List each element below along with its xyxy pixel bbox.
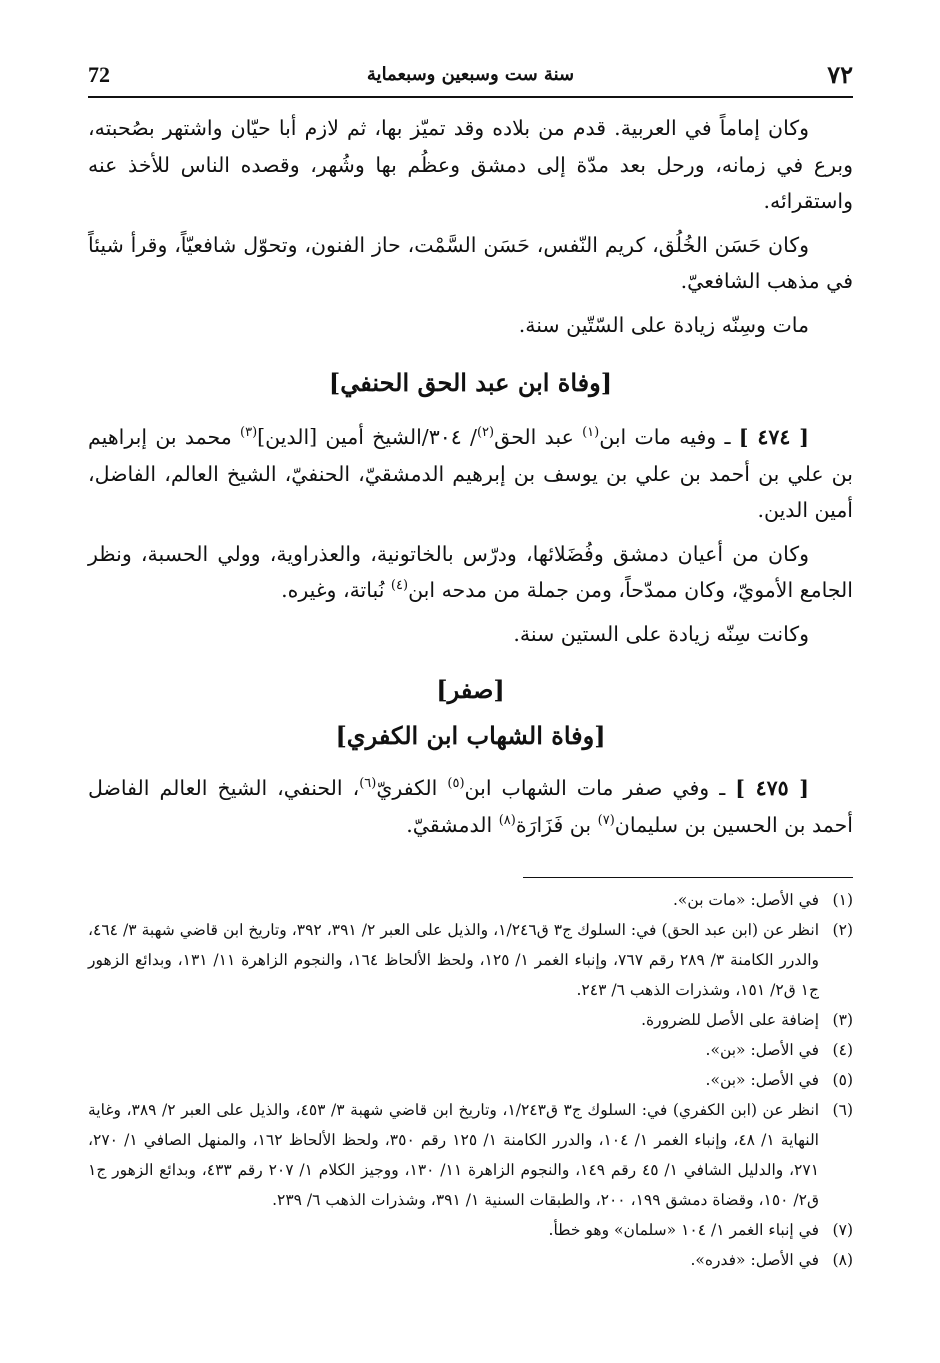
- footnote-text: في إنباء الغمر ١/ ١٠٤ «سلمان» وهو خطأ.: [548, 1221, 819, 1239]
- section-heading-ibn-al-kafri: [وفاة الشهاب ابن الكفري]: [335, 721, 606, 750]
- main-text: [88, 110, 853, 850]
- entry-text: عبد الحق: [494, 425, 583, 449]
- footnote-text: في الأصل: «مات بن».: [672, 891, 819, 909]
- footnote-ref: (٧): [597, 812, 615, 828]
- footnote-number: (٢): [832, 921, 853, 939]
- footnote-ref: (٣): [240, 425, 258, 441]
- section-heading-ibn-abd-al-haqq: [وفاة ابن عبد الحق الحنفي]: [328, 368, 613, 397]
- footnote-ref: (٨): [498, 812, 516, 828]
- page-header: [88, 56, 853, 98]
- entry-text: الدمشقيّ.: [406, 812, 499, 837]
- footnote-number: (٣): [832, 1011, 853, 1029]
- entry-text: / ٣٠٤/الشيخ أمين [الدين]: [257, 425, 477, 449]
- footnote-number: (٧): [832, 1221, 853, 1239]
- footnote-number: (١): [832, 891, 853, 909]
- paragraph-3: مات وسِنّه زيادة على السّتّين سنة.: [518, 312, 809, 337]
- footnote-ref: (٥): [447, 776, 465, 792]
- entry-text: محمد بن إبراهيم بن علي بن أحمد بن علي بن يوسف بن إبرهيم الدمشقيّ، الحنفيّ، الشيخ العالم، الفاضل، أمين الدين.: [88, 425, 853, 522]
- footnote-text: انظر عن (ابن الكفري) في: السلوك ج٣ ق١/٢٤٣، وتاريخ ابن قاضي شهبة ٣/ ٤٥٣، والذيل على العبر ٢/ ٣٨٩، وغاية النهاية ١/ ٤٨، وإنباء الغمر ١/ ١٠٤، والدرر الكامنة ١/ ١٢٥ رقم ٣٥٠، ولحظ الألحاظ ١٦٢، والمنهل الصافي ١/ ٢٧٠، ٢٧١، والدليل الشافي ١/ ٤٥ رقم ١٤٩، والنجوم الزاهرة ١١/ ١٣٠، ووجيز الكلام ١/ ٢٠٧ رقم ٤٣٣، وبدائع الزهور ج١ ق٢/ ١٥٠، وقضاة دمشق ١٩٩، ٢٠٠، والطبقات السنية ١/ ٣٩١، وشذرات الذهب ٦/ ٢٣٩.: [88, 1101, 820, 1209]
- footnote-item: [88, 915, 853, 1005]
- footnote-item: [88, 885, 853, 915]
- footnote-text: في الأصل: «فدره».: [690, 1251, 819, 1269]
- section-heading-safar: [صفر]: [436, 675, 505, 704]
- footnote-item: [88, 1035, 853, 1065]
- footnote-text: في الأصل: «بن».: [705, 1071, 819, 1089]
- footnote-text: في الأصل: «بن».: [705, 1041, 819, 1059]
- paragraph-1: وكان إماماً في العربية. قدم من بلاده وقد تميّز بها، ثم لازم أبا حيّان واشتهر بصُحبته، وبرع في زمانه، ورحل بعد مدّة إلى دمشق وعظُم بها وشُهر، وقصده الناس للأخذ عنه واستقرائه.: [88, 116, 853, 213]
- paragraph-text: نُباتة، وغيره.: [281, 578, 391, 602]
- paragraph-4: [88, 536, 853, 609]
- footnote-item: [88, 1095, 853, 1215]
- page-number-arabic: ٧٢: [827, 60, 853, 89]
- footnote-ref: (١): [582, 425, 600, 441]
- footnote-number: (٥): [832, 1071, 853, 1089]
- footnote-number: (٤): [832, 1041, 853, 1059]
- footnote-text: انظر عن (ابن عبد الحق) في: السلوك ج٣ ق١/٢٤٦، والذيل على العبر ٢/ ٣٩١، ٣٩٢، وتاريخ ابن قاضي شهبة ٣/ ٤٦٤، والدرر الكامنة ٣/ ٢٨٩ رقم ٧٦٧، وإنباء الغمر ١/ ١٢٥، ولحظ الألحاظ ١٦٤، والنجوم الزاهرة ١١/ ١٣١، وبدائع الزهور ج١ ق٢/ ١٥١، وشذرات الذهب ٦/ ٢٤٣.: [88, 921, 820, 999]
- footnote-ref: (٤): [390, 578, 409, 594]
- paragraph-2: وكان حَسَن الخُلُق، كريم النّفس، حَسَن السَّمْت، حاز الفنون، وتحوّل شافعيّاً، وقرأ شيئاً في مذهب الشافعيّ.: [88, 232, 853, 293]
- paragraph-text: وكان من أعيان دمشق وفُضَلائها، ودرّس بالخاتونية، والعذراوية، وولي الحسبة، ونظر الجامع الأمويّ، وكان ممدّحاً، ومن جملة من مدحه ابن: [88, 541, 853, 602]
- page-number-latin: 72: [88, 62, 110, 87]
- entry-text: ـ وفي صفر مات الشهاب ابن: [464, 776, 726, 800]
- footnote-item: [88, 1065, 853, 1095]
- entry-text: ، الحنفي، الشيخ العالم الفاضل أحمد بن الحسين بن سليمان: [88, 776, 853, 837]
- entry-text: بن فَزَارَة: [515, 812, 598, 837]
- footnote-item: [88, 1215, 853, 1245]
- footnote-item: [88, 1005, 853, 1035]
- entry-number: [ ٤٧٤ ]: [738, 425, 809, 449]
- entry-text: ـ وفيه مات ابن: [599, 425, 731, 449]
- running-title: سنة ست وسبعين وسبعماية: [366, 64, 575, 85]
- footnote-number: (٦): [832, 1101, 853, 1119]
- footnote-ref: (٢): [476, 425, 495, 441]
- entry-474: [88, 419, 853, 529]
- entry-number: [ ٤٧٥ ]: [735, 776, 809, 800]
- paragraph-5: وكانت سِنّه زيادة على الستين سنة.: [513, 621, 809, 646]
- entry-text: الكفريّ: [376, 776, 448, 800]
- footnote-ref: (٦): [359, 776, 377, 792]
- entry-475: [88, 770, 853, 843]
- footnote-number: (٨): [832, 1251, 853, 1269]
- footnote-item: [88, 1245, 853, 1275]
- footnote-text: إضافة على الأصل للضرورة.: [641, 1011, 819, 1029]
- footnotes: [88, 885, 853, 1275]
